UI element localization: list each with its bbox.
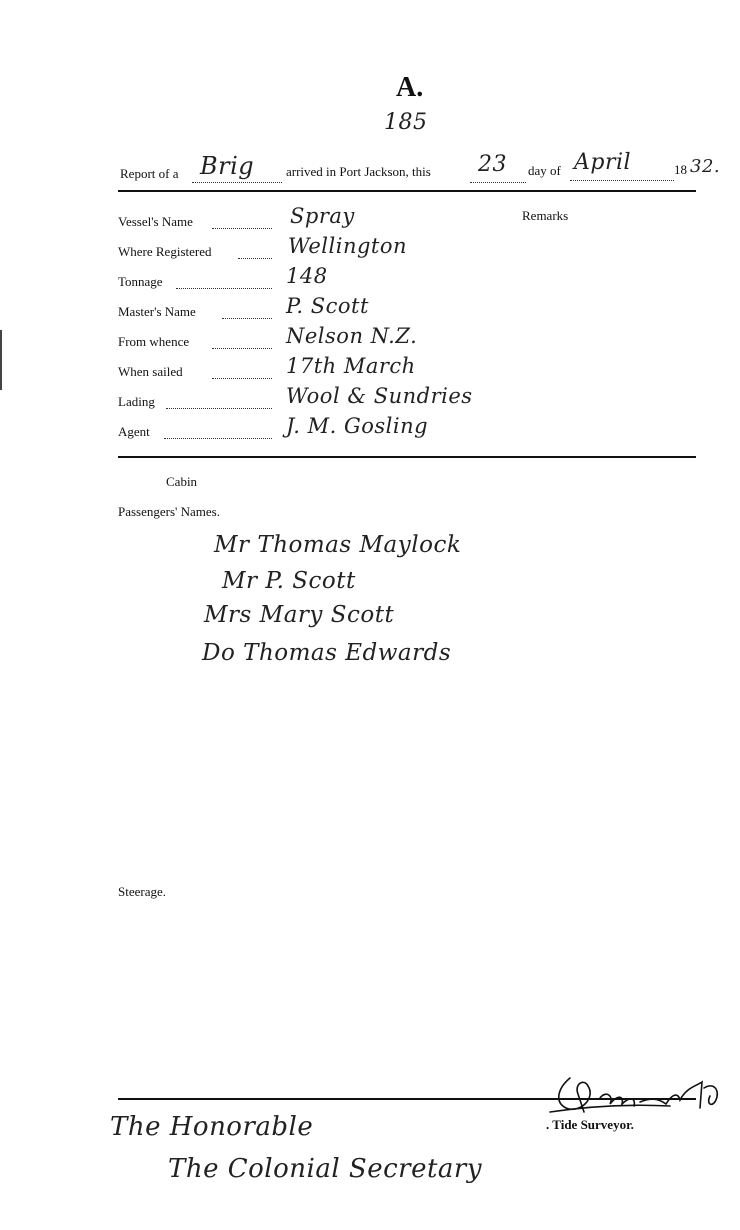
field-value-agent: J. M. Gosling (286, 414, 429, 438)
form-number: 185 (384, 110, 428, 135)
day-of-text: day of (528, 163, 561, 178)
field-label-lading: Lading (118, 394, 155, 409)
passengers-names-label: Passengers' Names. (118, 504, 220, 519)
field-dots (238, 258, 272, 259)
field-label-masters-name: Master's Name (118, 304, 196, 319)
address-line-2: The Colonial Secretary (168, 1154, 483, 1184)
month-line (570, 180, 674, 181)
report-prefix: Report of a (120, 166, 179, 181)
field-value-lading: Wool & Sundries (286, 384, 473, 408)
field-label-tonnage: Tonnage (118, 274, 163, 289)
arrived-text: arrived in Port Jackson, this (286, 164, 431, 179)
day-line (470, 182, 526, 183)
tide-surveyor-label: . Tide Surveyor. (546, 1117, 634, 1132)
field-dots (212, 228, 272, 229)
year-prefix: 18 (674, 162, 687, 177)
cabin-label: Cabin (166, 474, 198, 489)
month-value: April (574, 150, 632, 175)
address-line-1: The Honorable (110, 1112, 314, 1142)
field-dots (176, 288, 272, 289)
fields-rule (118, 456, 696, 458)
field-value-from-whence: Nelson N.Z. (286, 324, 418, 348)
field-value-vessel-name: Spray (290, 204, 355, 228)
day-value: 23 (478, 152, 507, 177)
field-value-where-registered: Wellington (288, 234, 408, 258)
header-rule (118, 190, 696, 192)
passenger-name: Mr P. Scott (222, 568, 356, 594)
field-label-from-whence: From whence (118, 334, 190, 349)
vessel-type-value: Brig (200, 152, 255, 180)
vessel-type-line (192, 182, 282, 183)
steerage-label: Steerage. (118, 884, 167, 899)
field-label-agent: Agent (118, 424, 150, 439)
scan-edge (0, 330, 2, 390)
field-dots (166, 408, 272, 409)
passenger-name: Mr Thomas Maylock (214, 532, 462, 558)
field-label-when-sailed: When sailed (118, 364, 183, 379)
year-suffix: 32. (690, 156, 721, 177)
passenger-name: Do Thomas Edwards (202, 640, 452, 666)
field-dots (164, 438, 272, 439)
field-label-where-registered: Where Registered (118, 244, 212, 259)
field-label-vessel-name: Vessel's Name (118, 214, 193, 229)
field-dots (212, 348, 272, 349)
passenger-name: Mrs Mary Scott (204, 602, 395, 628)
remarks-label: Remarks (522, 208, 569, 223)
field-dots (222, 318, 272, 319)
field-dots (212, 378, 272, 379)
field-value-tonnage: 148 (286, 264, 328, 288)
field-value-when-sailed: 17th March (286, 354, 416, 378)
form-letter: A. (396, 72, 424, 103)
field-value-masters-name: P. Scott (286, 294, 369, 318)
